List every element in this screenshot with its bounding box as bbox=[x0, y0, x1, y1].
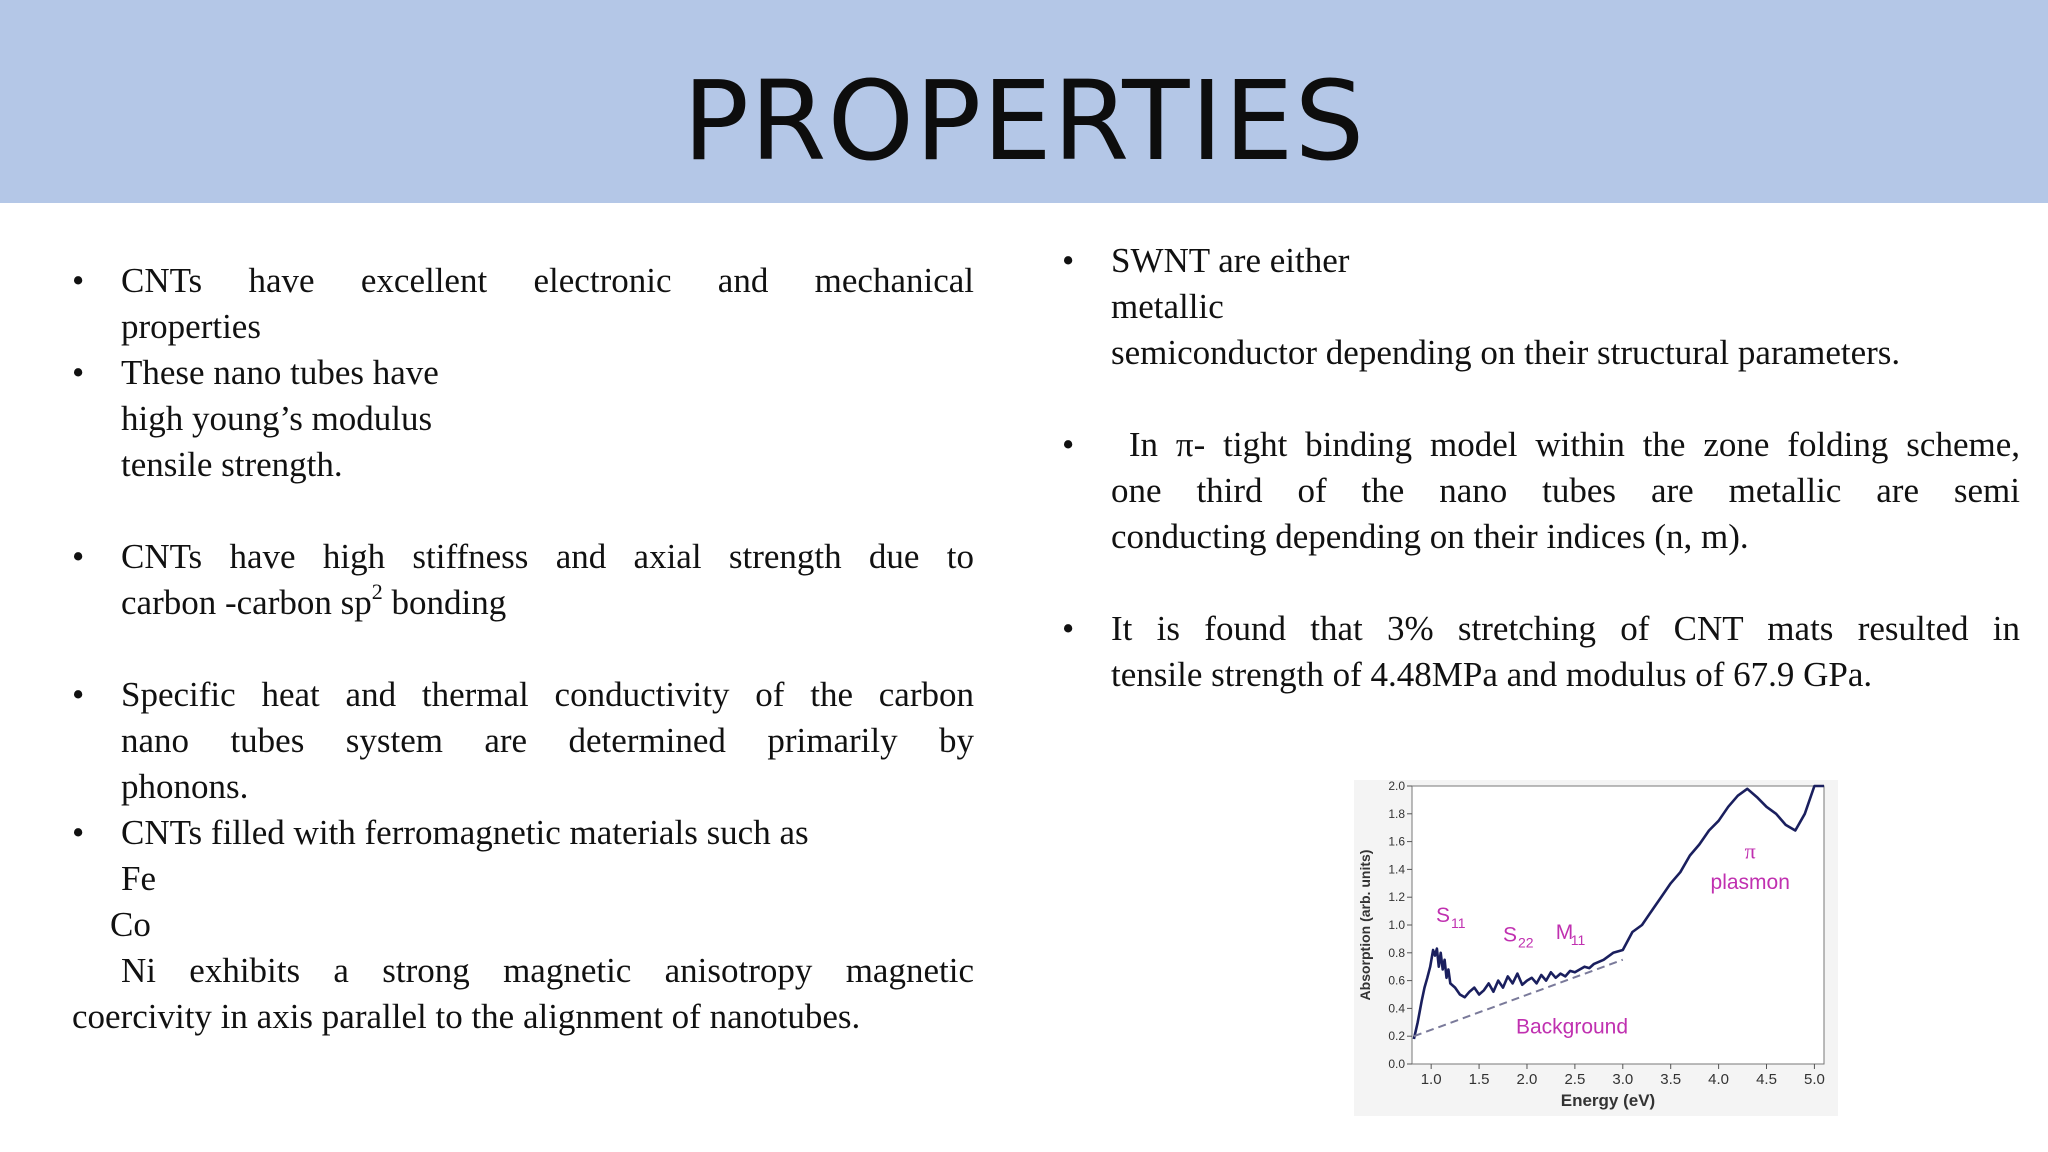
left-bullet-1 bbox=[72, 258, 974, 304]
left-bullet-2 bbox=[72, 350, 974, 396]
bullet-marker: • bbox=[1062, 425, 1075, 464]
title-banner bbox=[0, 0, 2048, 203]
left-b4-line3: phonons. bbox=[121, 767, 249, 806]
annotation-m11-main: M bbox=[1555, 920, 1574, 944]
y-tick-label: 1.0 bbox=[1388, 918, 1405, 932]
x-tick-label: 1.0 bbox=[1420, 1071, 1442, 1088]
left-b5-line2: Fe bbox=[121, 859, 156, 898]
left-b5-line5: coercivity in axis parallel to the alignment of nanotubes. bbox=[72, 997, 861, 1036]
right-b1-line2: metallic bbox=[1111, 287, 1224, 326]
right-b3-line1: It is found that 3% stretching of CNT mats resulted in bbox=[1111, 609, 2020, 648]
y-tick-label: 1.8 bbox=[1388, 806, 1405, 821]
left-b2-line3: tensile strength. bbox=[121, 445, 343, 484]
y-tick-label: 0.4 bbox=[1388, 1001, 1405, 1016]
x-tick-label: 3.0 bbox=[1612, 1071, 1634, 1088]
bullet-marker: • bbox=[72, 353, 85, 392]
left-b1-line1: CNTs have excellent electronic and mechanical bbox=[121, 261, 974, 300]
left-b4-line1: Specific heat and thermal conductivity of the carbon bbox=[121, 675, 974, 714]
y-tick-label: 0.2 bbox=[1388, 1029, 1405, 1044]
x-tick-label: 4.0 bbox=[1708, 1071, 1730, 1088]
absorption-chart-svg bbox=[1354, 780, 1838, 1116]
left-bullet-3 bbox=[72, 534, 974, 580]
right-bullet-3 bbox=[1062, 606, 2020, 652]
annotation-s11-sub: 11 bbox=[1450, 915, 1466, 932]
y-tick-label: 2.0 bbox=[1388, 780, 1405, 793]
bullet-marker: • bbox=[1062, 241, 1075, 280]
left-b5-line1: CNTs filled with ferromagnetic materials such as bbox=[121, 813, 809, 852]
left-b3-line1: CNTs have high stiffness and axial strength due to bbox=[121, 537, 974, 576]
annotation-s22-main: S bbox=[1503, 923, 1518, 947]
y-tick-label: 1.2 bbox=[1388, 890, 1405, 905]
x-tick-label: 2.0 bbox=[1516, 1071, 1538, 1088]
left-b3-line2: carbon -carbon $sp^2$ bonding bbox=[121, 579, 507, 622]
right-b1-line3: semiconductor depending on their structural parameters. bbox=[1111, 333, 1901, 372]
y-tick-label: 1.4 bbox=[1388, 862, 1405, 877]
annotation-m11-sub: 11 bbox=[1570, 931, 1586, 948]
annotation-plasmon: plasmon bbox=[1710, 870, 1790, 894]
right-b2-line2: one third of the nano tubes are metallic are semi bbox=[1111, 471, 2020, 510]
x-tick-label: 4.5 bbox=[1756, 1071, 1777, 1088]
x-tick-label: 1.5 bbox=[1468, 1071, 1490, 1088]
x-axis-label: Energy (eV) bbox=[1560, 1091, 1656, 1110]
left-column bbox=[72, 258, 974, 1040]
right-b2-line3: conducting depending on their indices (n, m). bbox=[1111, 517, 1749, 556]
left-b4-line2: nano tubes system are determined primarily by bbox=[121, 721, 974, 760]
y-tick-label: 1.6 bbox=[1388, 834, 1405, 849]
annotation-background: Background bbox=[1515, 1015, 1629, 1039]
annotation-s22-sub: 22 bbox=[1518, 934, 1534, 951]
x-tick-label: 3.5 bbox=[1660, 1071, 1682, 1088]
left-b2-line1: These nano tubes have bbox=[121, 353, 439, 392]
annotation-s11-main: S bbox=[1435, 904, 1450, 928]
bullet-marker: • bbox=[72, 261, 85, 300]
superscript-2: 2 bbox=[371, 579, 383, 605]
y-tick-label: 0.0 bbox=[1388, 1057, 1405, 1071]
bullet-marker: • bbox=[72, 675, 85, 714]
bullet-marker: • bbox=[1062, 609, 1075, 648]
x-tick-label: 2.5 bbox=[1564, 1071, 1586, 1088]
left-bullet-5 bbox=[72, 810, 974, 856]
annotation-pi: π bbox=[1744, 838, 1756, 864]
x-tick-label: 5.0 bbox=[1803, 1071, 1825, 1088]
bullet-marker: • bbox=[72, 537, 85, 576]
right-bullet-2 bbox=[1062, 422, 2020, 468]
y-tick-label: 0.8 bbox=[1388, 945, 1405, 960]
right-bullet-1 bbox=[1062, 238, 2020, 284]
right-b2-line1: In π- tight binding model within the zone folding scheme, bbox=[1111, 425, 2020, 464]
left-b5-line3: Co bbox=[110, 905, 151, 944]
absorption-chart bbox=[1354, 780, 1838, 1116]
left-b5-line4: Ni exhibits a strong magnetic anisotropy magnetic bbox=[121, 951, 974, 990]
bullet-marker: • bbox=[72, 813, 85, 852]
right-b3-line2: tensile strength of 4.48MPa and modulus of 67.9 GPa. bbox=[1111, 655, 1873, 694]
right-b1-line1: SWNT are either bbox=[1111, 241, 1350, 280]
slide-title: PROPERTIES bbox=[682, 57, 1366, 185]
left-b2-line2: high young’s modulus bbox=[121, 399, 433, 438]
left-b1-line2: properties bbox=[121, 307, 261, 346]
y-axis-label: Absorption (arb. units) bbox=[1357, 849, 1373, 1001]
y-tick-label: 0.6 bbox=[1388, 973, 1405, 988]
right-column bbox=[1062, 238, 2020, 698]
left-bullet-4 bbox=[72, 672, 974, 718]
